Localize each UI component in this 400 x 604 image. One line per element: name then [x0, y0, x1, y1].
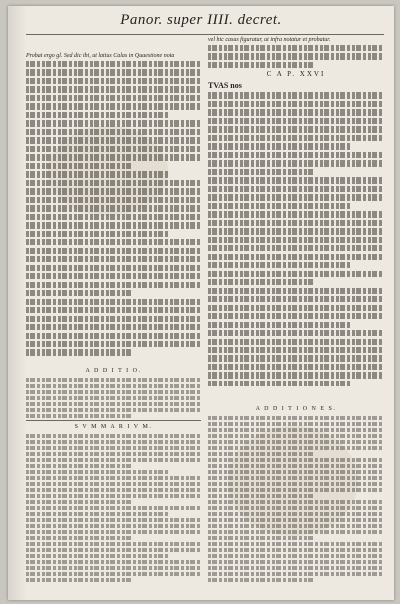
text-line [208, 279, 314, 285]
text-line [26, 256, 201, 262]
right-text-column [208, 36, 384, 386]
running-head: Panor. super IIII. decret. [120, 12, 282, 28]
text-line [208, 237, 384, 243]
text-line [208, 566, 384, 570]
text-line [26, 518, 201, 522]
text-line [26, 120, 201, 126]
text-line [208, 372, 384, 378]
text-line [208, 560, 384, 564]
text-line [208, 220, 384, 226]
text-line [26, 554, 170, 558]
additiones-heading: A D D I T I O N E S. [255, 406, 337, 412]
text-line [26, 231, 170, 237]
text-line [208, 470, 384, 474]
text-line [26, 299, 201, 305]
text-line [208, 118, 384, 124]
text-line [208, 305, 384, 311]
left-text-column [26, 52, 201, 362]
text-line [26, 205, 201, 211]
text-line [26, 273, 201, 279]
text-line [208, 296, 384, 302]
text-line [26, 222, 201, 228]
text-line [26, 349, 131, 355]
text-line [26, 578, 131, 582]
text-line [208, 186, 384, 192]
text-line [26, 324, 201, 330]
text-line [208, 194, 384, 200]
text-line [26, 458, 201, 462]
text-line [208, 506, 384, 510]
text-line [208, 101, 384, 107]
text-line [208, 476, 384, 480]
text-line [26, 163, 131, 169]
text-line [26, 61, 201, 67]
text-line [26, 560, 201, 564]
chapter-heading: C A P. XXVI [266, 70, 326, 79]
text-line [208, 458, 384, 462]
text-line [208, 446, 384, 450]
text-line [208, 440, 384, 444]
summarium-text [26, 434, 201, 584]
text-line [26, 440, 201, 444]
gutter-shadow [8, 6, 26, 600]
text-line [26, 536, 131, 540]
text-line [208, 313, 384, 319]
text-line [26, 197, 201, 203]
summarium-heading: S V M M A R I V M. [74, 424, 153, 430]
text-line [26, 402, 201, 406]
text-line [208, 135, 384, 141]
book-page [8, 6, 394, 600]
text-line [26, 384, 201, 388]
text-line [208, 62, 314, 68]
text-line [208, 53, 384, 59]
text-line [26, 146, 201, 152]
text-line [208, 211, 384, 217]
text-line [208, 347, 384, 353]
text-line [26, 103, 201, 109]
text-line [26, 390, 201, 394]
text-line [208, 126, 384, 132]
text-line [26, 414, 131, 418]
text-line [26, 171, 170, 177]
text-line [26, 506, 201, 510]
text-line [26, 290, 131, 296]
text-line [26, 464, 131, 468]
text-line [208, 548, 384, 552]
text-line [26, 188, 201, 194]
additio-heading: A D D I T I O. [85, 368, 142, 374]
text-line [26, 476, 201, 480]
text-line [26, 542, 201, 546]
page-header [8, 12, 394, 34]
text-line [26, 530, 201, 534]
text-line [208, 494, 314, 498]
text-line [26, 341, 201, 347]
text-line [208, 245, 384, 251]
text-line [26, 408, 201, 412]
text-line [208, 381, 352, 386]
text-line [208, 288, 384, 294]
text-line [208, 416, 384, 420]
text-line [26, 446, 201, 450]
additio-text [26, 378, 201, 418]
text-line [208, 488, 384, 492]
text-line [208, 45, 384, 51]
text-line [26, 69, 201, 75]
text-line [208, 203, 352, 209]
text-line [208, 536, 314, 540]
text-line [26, 282, 201, 288]
text-line [208, 554, 384, 558]
top-note: vel hic casus figuratur, ut infra notatur et probatur. [208, 37, 331, 43]
chapter-incipit: TVAS nos [208, 81, 242, 91]
text-line [26, 512, 170, 516]
text-line [26, 548, 201, 552]
text-line [208, 524, 384, 528]
text-line [208, 177, 384, 183]
text-line [26, 482, 201, 486]
text-line [208, 518, 384, 522]
left-first-line: Probat ergo gl. Sed dic ibi, ut latius Calas in Quaestione nota [26, 53, 175, 59]
text-line [208, 530, 384, 534]
section-rule [26, 420, 201, 421]
text-line [208, 322, 352, 328]
text-line [26, 434, 201, 438]
additiones-text [208, 416, 384, 586]
text-line [26, 316, 201, 322]
text-line [26, 214, 201, 220]
text-line [26, 112, 170, 118]
text-line [208, 482, 384, 486]
text-line [208, 428, 384, 432]
text-line [208, 109, 384, 115]
text-line [26, 239, 201, 245]
text-line [26, 333, 201, 339]
text-line [208, 152, 384, 158]
text-line [208, 542, 384, 546]
text-line [208, 422, 384, 426]
text-line [26, 378, 201, 382]
text-line [26, 494, 201, 498]
text-line [208, 464, 384, 468]
text-line [26, 572, 201, 576]
text-line [26, 78, 201, 84]
header-rule [26, 34, 384, 35]
text-line [208, 339, 384, 345]
text-line [208, 355, 384, 361]
text-line [208, 169, 314, 175]
text-line [208, 452, 314, 456]
text-line [26, 500, 131, 504]
text-line [208, 143, 352, 149]
text-line [208, 578, 314, 582]
text-line [26, 137, 201, 143]
text-line [26, 307, 201, 313]
text-line [26, 566, 201, 570]
text-line [208, 262, 352, 268]
text-line [208, 254, 384, 260]
text-line [26, 86, 201, 92]
text-line [26, 154, 201, 160]
text-line [208, 434, 384, 438]
text-line [208, 512, 384, 516]
text-line [208, 364, 384, 370]
text-line [26, 95, 201, 101]
text-line [26, 470, 170, 474]
text-line [26, 265, 201, 271]
text-line [26, 180, 201, 186]
text-line [208, 228, 384, 234]
text-line [208, 271, 384, 277]
text-line [208, 572, 384, 576]
text-line [26, 129, 201, 135]
text-line [208, 92, 384, 98]
text-line [208, 160, 384, 166]
text-line [26, 248, 201, 254]
text-line [26, 488, 201, 492]
text-line [26, 524, 201, 528]
text-line [26, 396, 201, 400]
text-line [208, 500, 384, 504]
text-line [208, 330, 384, 336]
text-line [26, 452, 201, 456]
